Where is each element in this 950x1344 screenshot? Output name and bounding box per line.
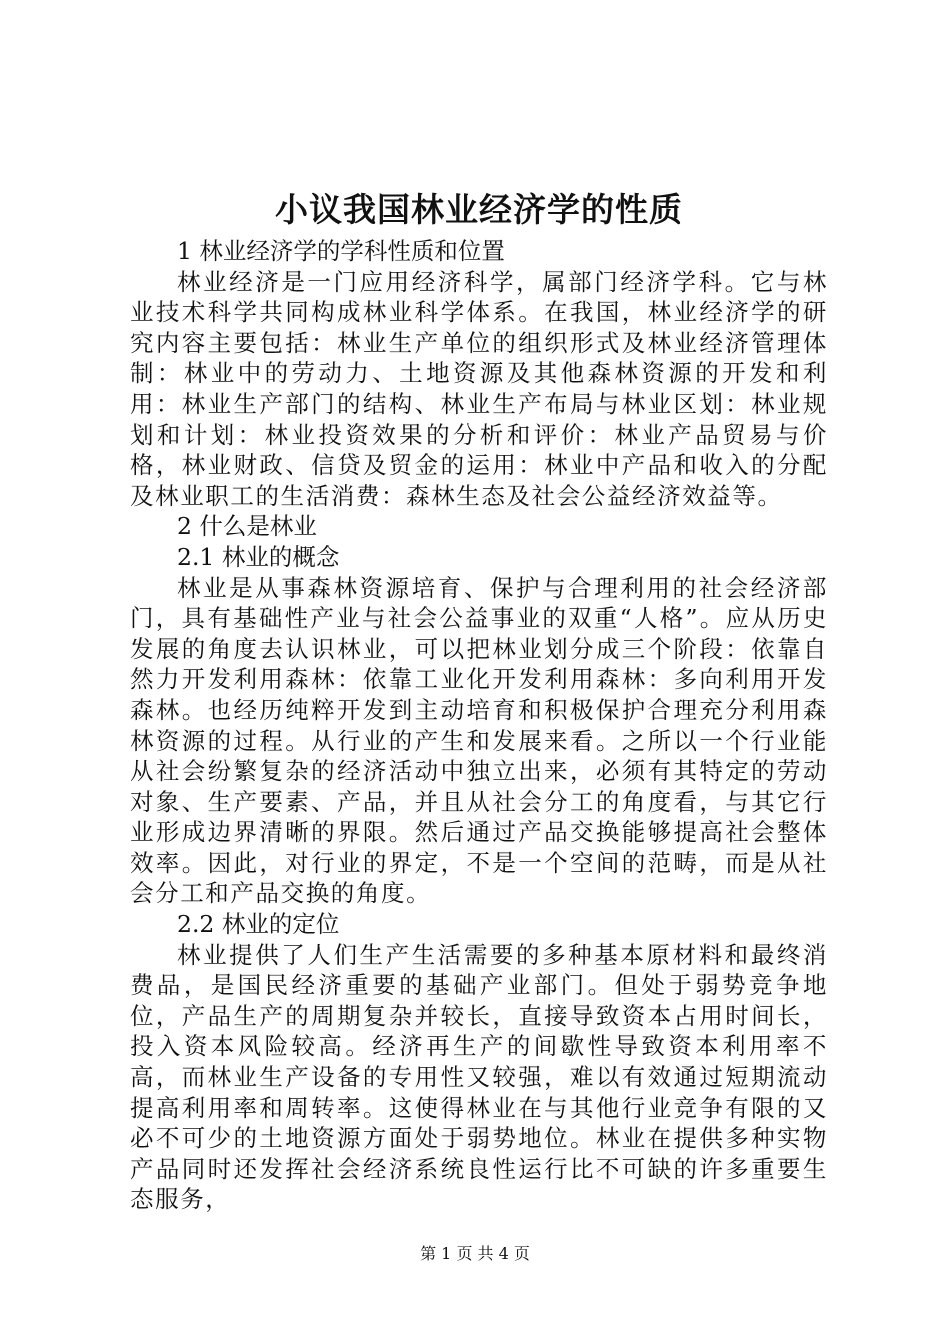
paragraph-2: 林业是从事森林资源培育、保护与合理利用的社会经济部门，具有基础性产业与社会公益事业的双重“人格”。应从历史发展的角度去认识林业，可以把林业划分成三个阶段：依靠自然力开发利用森林：依靠工业化开发利用森林：多向利用开发森林。也经历纯粹开发到主动培育和积极保护合理充分利用森林资源的过程。从行业的产生和发展来看。之所以一个行业能从社会纷繁复杂的经济活动中独立出来，必须有其特定的劳动对象、生产要素、产品，并且从社会分工的角度看，与其它行业形成边界清晰的界限。然后通过产品交换能够提高社会整体效率。因此，对行业的界定，不是一个空间的范畴，而是从社会分工和产品交换的角度。 [130,573,828,908]
page-footer: 第 1 页 共 4 页 [420,1244,530,1263]
document-page [130,186,828,1215]
subsection-heading-2-2: 2.2 林业的定位 [177,910,340,939]
section-heading-2: 2 什么是林业 [177,512,317,541]
paragraph-1: 林业经济是一门应用经济科学，属部门经济学科。它与林业技术科学共同构成林业科学体系。在我国，林业经济学的研究内容主要包括：林业生产单位的组织形式及林业经济管理体制：林业中的劳动力、土地资源及其他森林资源的开发和利用：林业生产部门的结构、林业生产布局与林业区划：林业规划和计划：林业投资效果的分析和评价：林业产品贸易与价格，林业财政、信贷及贸金的运用：林业中产品和收入的分配及林业职工的生活消费：森林生态及社会公益经济效益等。 [130,267,828,510]
paragraph-3: 林业提供了人们生产生活需要的多种基本原材料和最终消费品，是国民经济重要的基础产业部门。但处于弱势竞争地位，产品生产的周期复杂并较长，直接导致资本占用时间长，投入资本风险较高。经济再生产的间歇性导致资本利用率不高，而林业生产设备的专用性又较强，难以有效通过短期流动提高利用率和周转率。这使得林业在与其他行业竞争有限的又必不可少的土地资源方面处于弱势地位。林业在提供多种实物产品同时还发挥社会经济系统良性运行比不可缺的许多重要生态服务， [130,940,828,1214]
document-title: 小议我国林业经济学的性质 [275,190,683,229]
section-heading-1: 1 林业经济学的学科性质和位置 [177,237,505,265]
subsection-heading-2-1: 2.1 林业的概念 [177,542,340,571]
